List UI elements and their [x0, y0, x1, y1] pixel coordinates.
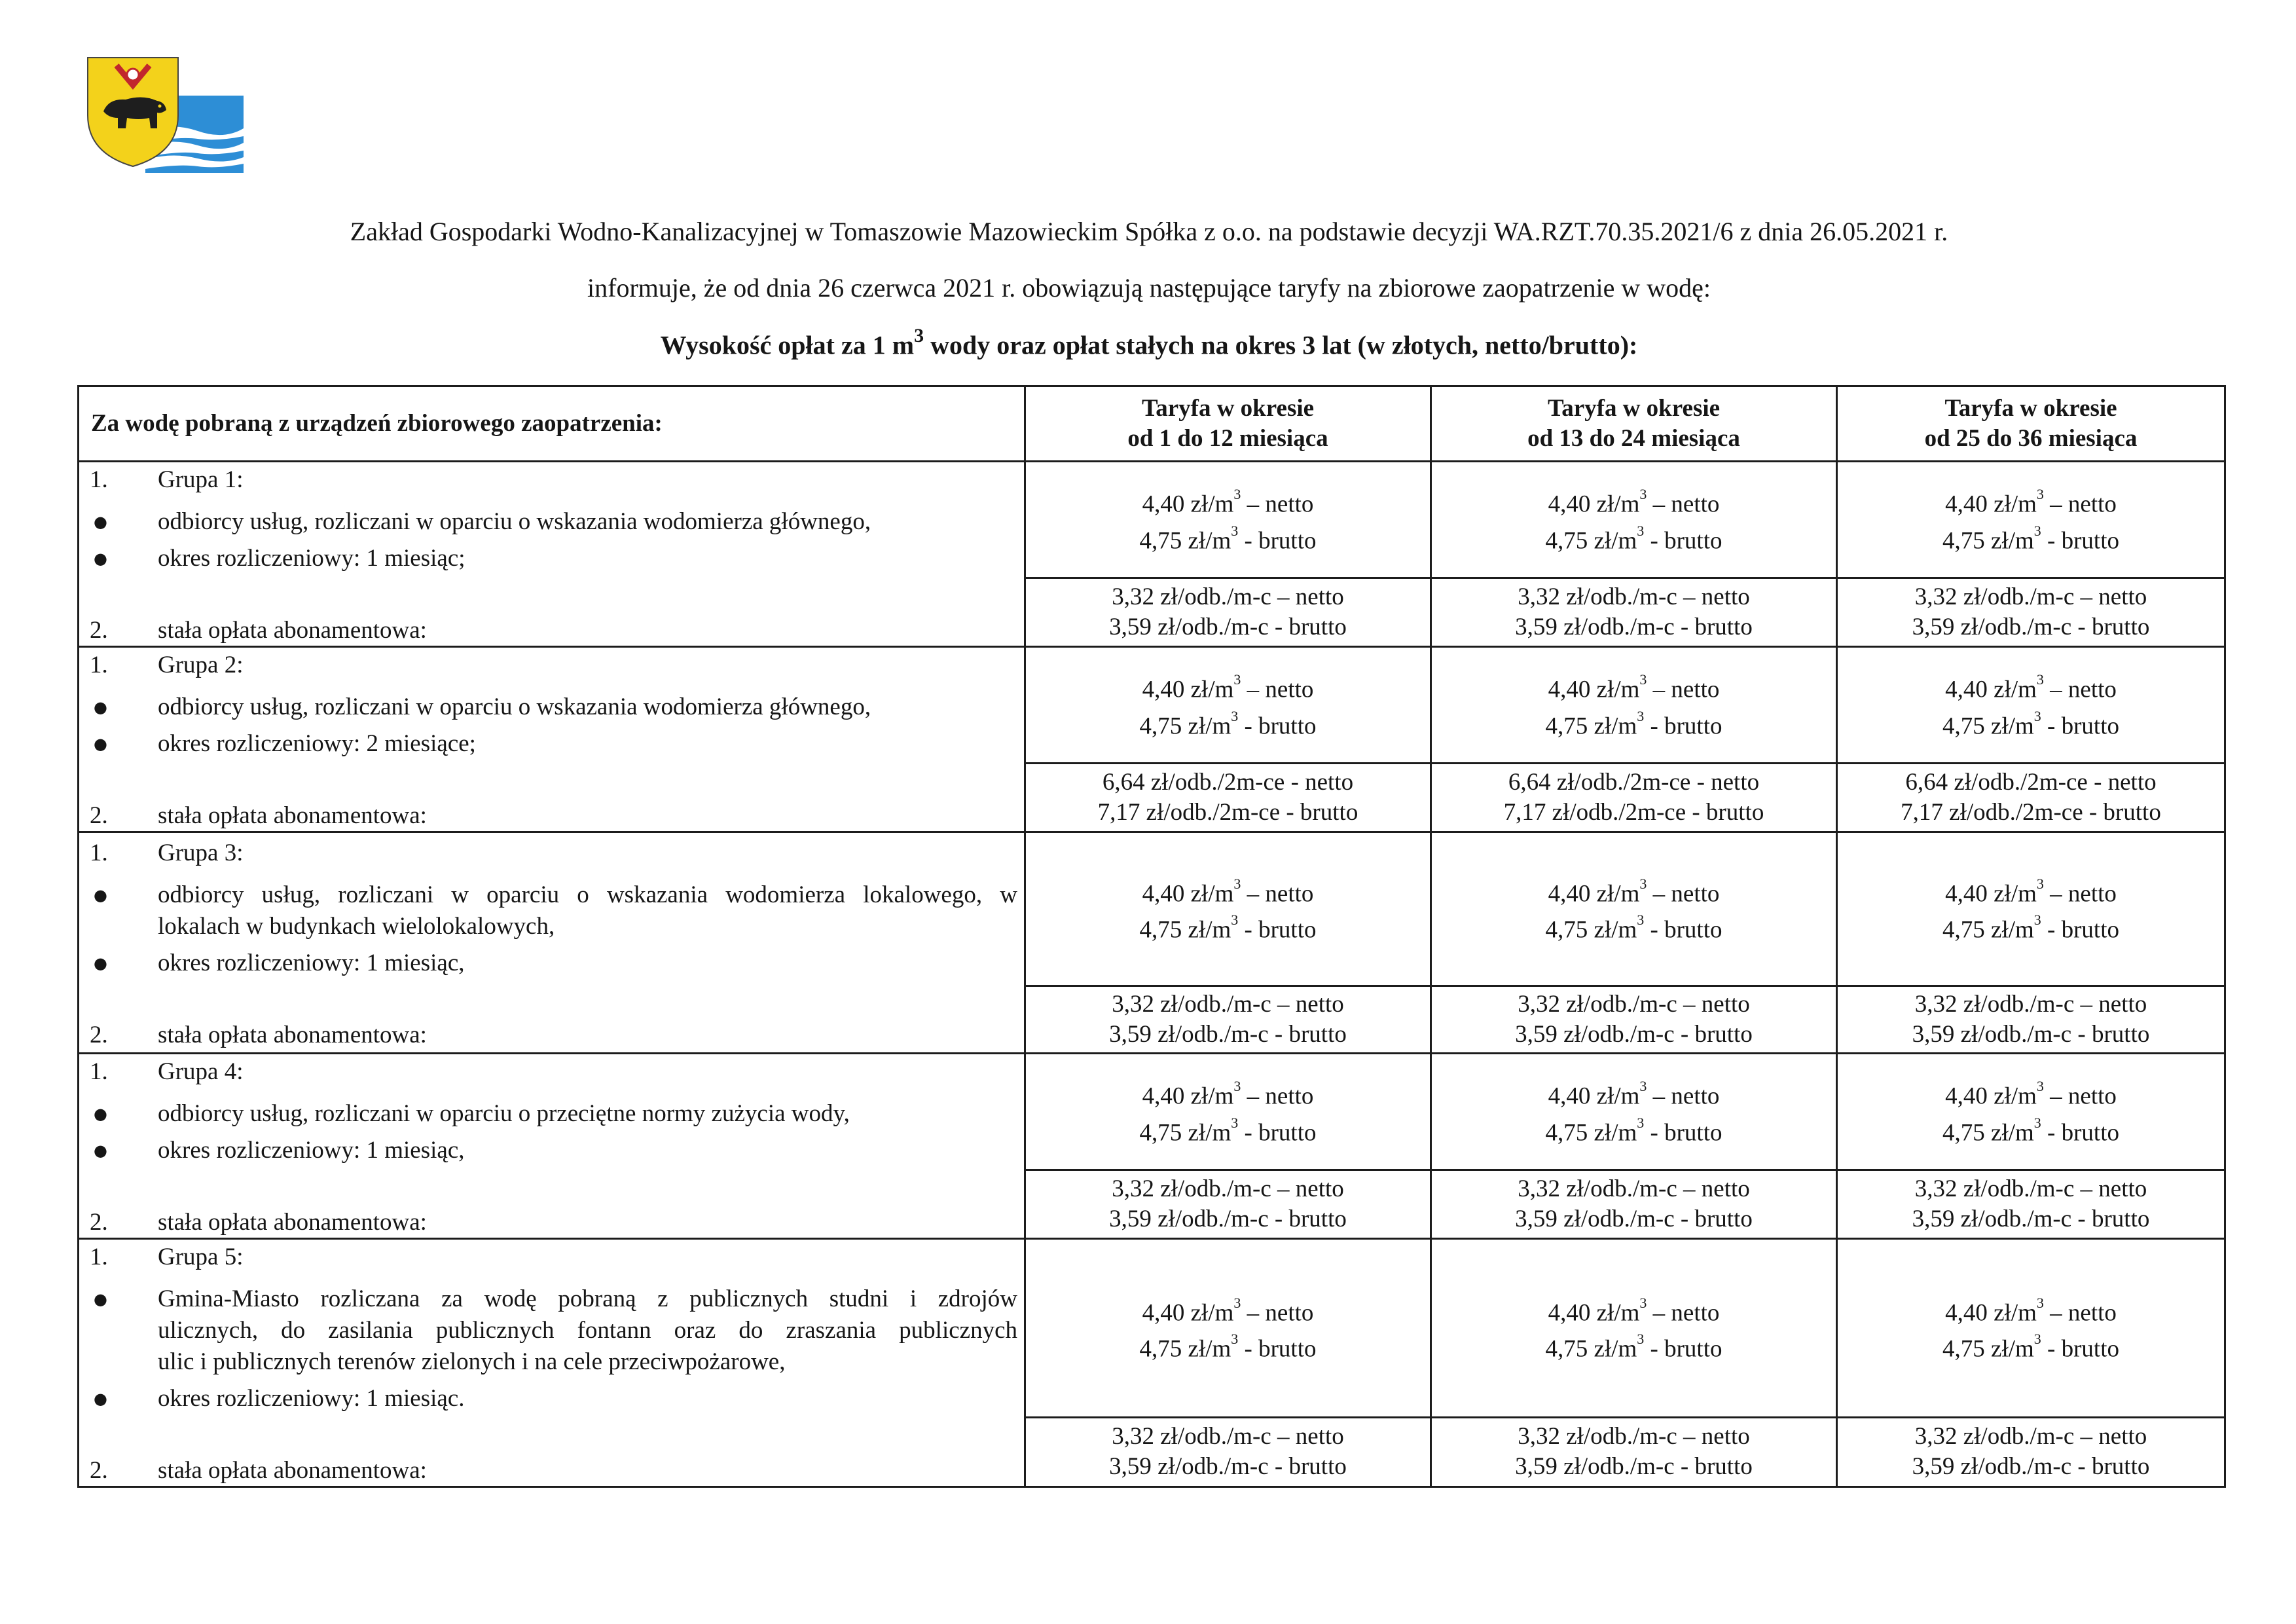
bullet-icon: ● [94, 735, 107, 753]
fee-cell: 3,32 zł/odb./m-c – netto 3,59 zł/odb./m-c - brutto [1431, 1170, 1837, 1239]
water-rate-cell: 4,40 $zł/m^3$ – netto 4,75 $zł/m^3$ - brutto [1837, 1239, 2225, 1418]
water-rate-cell: 4,40 $zł/m^3$ – netto 4,75 $zł/m^3$ - brutto [1025, 462, 1431, 578]
coat-of-arms-logo [80, 55, 250, 173]
bullet-icon: ● [94, 1390, 107, 1408]
water-rate-cell: 4,40 $zł/m^3$ – netto 4,75 $zł/m^3$ - brutto [1837, 647, 2225, 764]
fee-cell: 3,32 zł/odb./m-c – netto 3,59 zł/odb./m-c - brutto [1837, 578, 2225, 647]
column-header-period-1: Taryfa w okresie od 1 do 12 miesiąca [1025, 386, 1431, 462]
column-header-period-3: Taryfa w okresie od 25 do 36 miesiąca [1837, 386, 2225, 462]
bullet-icon: ● [94, 1290, 107, 1308]
fee-cell: 3,32 zł/odb./m-c – netto 3,59 zł/odb./m-c - brutto [1837, 1417, 2225, 1486]
water-rate-cell: 4,40 $zł/m^3$ – netto 4,75 $zł/m^3$ - brutto [1431, 1239, 1837, 1418]
column-header-period-2: Taryfa w okresie od 13 do 24 miesiąca [1431, 386, 1837, 462]
bullet-icon: ● [94, 953, 107, 972]
water-rate-cell: 4,40 $zł/m^3$ – netto 4,75 $zł/m^3$ - brutto [1025, 1054, 1431, 1170]
water-rate-cell: 4,40 $zł/m^3$ – netto 4,75 $zł/m^3$ - brutto [1837, 832, 2225, 986]
bullet-icon: ● [94, 513, 107, 531]
fee-cell: 3,32 zł/odb./m-c – netto 3,59 zł/odb./m-c - brutto [1431, 986, 1837, 1054]
fee-cell: 3,32 zł/odb./m-c – netto 3,59 zł/odb./m-c - brutto [1837, 1170, 2225, 1239]
fee-cell: 3,32 zł/odb./m-c – netto 3,59 zł/odb./m-c - brutto [1837, 986, 2225, 1054]
water-rate-cell: 4,40 $zł/m^3$ – netto 4,75 $zł/m^3$ - brutto [1431, 647, 1837, 764]
fee-cell: 3,32 zł/odb./m-c – netto 3,59 zł/odb./m-c - brutto [1025, 1170, 1431, 1239]
tariff-heading: Wysokość opłat za 1 $m^3$ wody oraz opłat stałych na okres 3 lat (w złotych, netto/brutto): [660, 325, 1638, 360]
fee-cell: 3,32 zł/odb./m-c – netto 3,59 zł/odb./m-c - brutto [1431, 1417, 1837, 1486]
fee-cell: 3,32 zł/odb./m-c – netto 3,59 zł/odb./m-c - brutto [1025, 986, 1431, 1054]
group-5-description: 1. Grupa 5: ● Gmina-Miasto rozliczana za wodę pobraną z publicznych studni i zdrojów ulicznych, do zasilania publicznych fontann oraz do zraszania publicznych ulic i publicznych terenów zielonych i na cele przeciwpożarowe, ● okres rozliczeniowy: 1 miesiąc. 2. stała opłata abonamentowa: [79, 1239, 1025, 1487]
fee-cell: 6,64 zł/odb./2m-ce - netto 7,17 zł/odb./2m-ce - brutto [1025, 764, 1431, 832]
fee-cell: 3,32 zł/odb./m-c – netto 3,59 zł/odb./m-c - brutto [1431, 578, 1837, 647]
water-rate-cell: 4,40 $zł/m^3$ – netto 4,75 $zł/m^3$ - brutto [1837, 1054, 2225, 1170]
bullet-icon: ● [94, 698, 107, 716]
bullet-icon: ● [94, 885, 107, 904]
fee-cell: 6,64 zł/odb./2m-ce - netto 7,17 zł/odb./2m-ce - brutto [1837, 764, 2225, 832]
intro-line-1: Zakład Gospodarki Wodno-Kanalizacyjnej w Tomaszowie Mazowieckim Spółka z o.o. na podstawie decyzji WA.RZT.70.35.2021/6 z dnia 26.05.2021 r. [350, 217, 1948, 246]
group-2-description: 1. Grupa 2: ● odbiorcy usług, rozliczani w oparciu o wskazania wodomierza głównego, ● okres rozliczeniowy: 2 miesiące; 2. stała opłata abonamentowa: [79, 647, 1025, 832]
bullet-icon: ● [94, 1141, 107, 1160]
table-row-group-4-water [79, 1054, 2225, 1170]
table-row-group-5-water [79, 1239, 2225, 1418]
fee-cell: 6,64 zł/odb./2m-ce - netto 7,17 zł/odb./2m-ce - brutto [1431, 764, 1837, 832]
water-rate-cell: 4,40 $zł/m^3$ – netto 4,75 $zł/m^3$ - brutto [1025, 832, 1431, 986]
table-row-group-1-water [79, 462, 2225, 578]
fee-cell: 3,32 zł/odb./m-c – netto 3,59 zł/odb./m-c - brutto [1025, 578, 1431, 647]
bullet-icon: ● [94, 549, 107, 568]
group-4-description: 1. Grupa 4: ● odbiorcy usług, rozliczani w oparciu o przeciętne normy zużycia wody, ● okres rozliczeniowy: 1 miesiąc, 2. stała opłata abonamentowa: [79, 1054, 1025, 1239]
group-1-description: 1. Grupa 1: ● odbiorcy usług, rozliczani w oparciu o wskazania wodomierza głównego, ● okres rozliczeniowy: 1 miesiąc; 2. stała opłata abonamentowa: [79, 462, 1025, 647]
bullet-icon: ● [94, 1105, 107, 1123]
water-rate-cell: 4,40 $zł/m^3$ – netto 4,75 $zł/m^3$ - brutto [1025, 1239, 1431, 1418]
table-header-row [79, 386, 2225, 462]
table-row-group-3-water [79, 832, 2225, 986]
water-rate-cell: 4,40 $zł/m^3$ – netto 4,75 $zł/m^3$ - brutto [1431, 462, 1837, 578]
water-rate-cell: 4,40 $zł/m^3$ – netto 4,75 $zł/m^3$ - brutto [1025, 647, 1431, 764]
tariff-table [77, 385, 2226, 1488]
column-header-description: Za wodę pobraną z urządzeń zbiorowego zaopatrzenia: [79, 386, 1025, 462]
water-rate-cell: 4,40 $zł/m^3$ – netto 4,75 $zł/m^3$ - brutto [1431, 1054, 1837, 1170]
intro-line-2: informuje, że od dnia 26 czerwca 2021 r. obowiązują następujące taryfy na zbiorowe zaopatrzenie w wodę: [587, 273, 1711, 303]
water-rate-cell: 4,40 $zł/m^3$ – netto 4,75 $zł/m^3$ - brutto [1431, 832, 1837, 986]
group-3-description: 1. Grupa 3: ● odbiorcy usług, rozliczani w oparciu o wskazania wodomierza lokalowego, w lokalach w budynkach wielolokalowych, ● okres rozliczeniowy: 1 miesiąc, 2. stała opłata abonamentowa: [79, 832, 1025, 1054]
water-rate-cell: 4,40 $zł/m^3$ – netto 4,75 $zł/m^3$ - brutto [1837, 462, 2225, 578]
table-row-group-2-water [79, 647, 2225, 764]
fee-cell: 3,32 zł/odb./m-c – netto 3,59 zł/odb./m-c - brutto [1025, 1417, 1431, 1486]
